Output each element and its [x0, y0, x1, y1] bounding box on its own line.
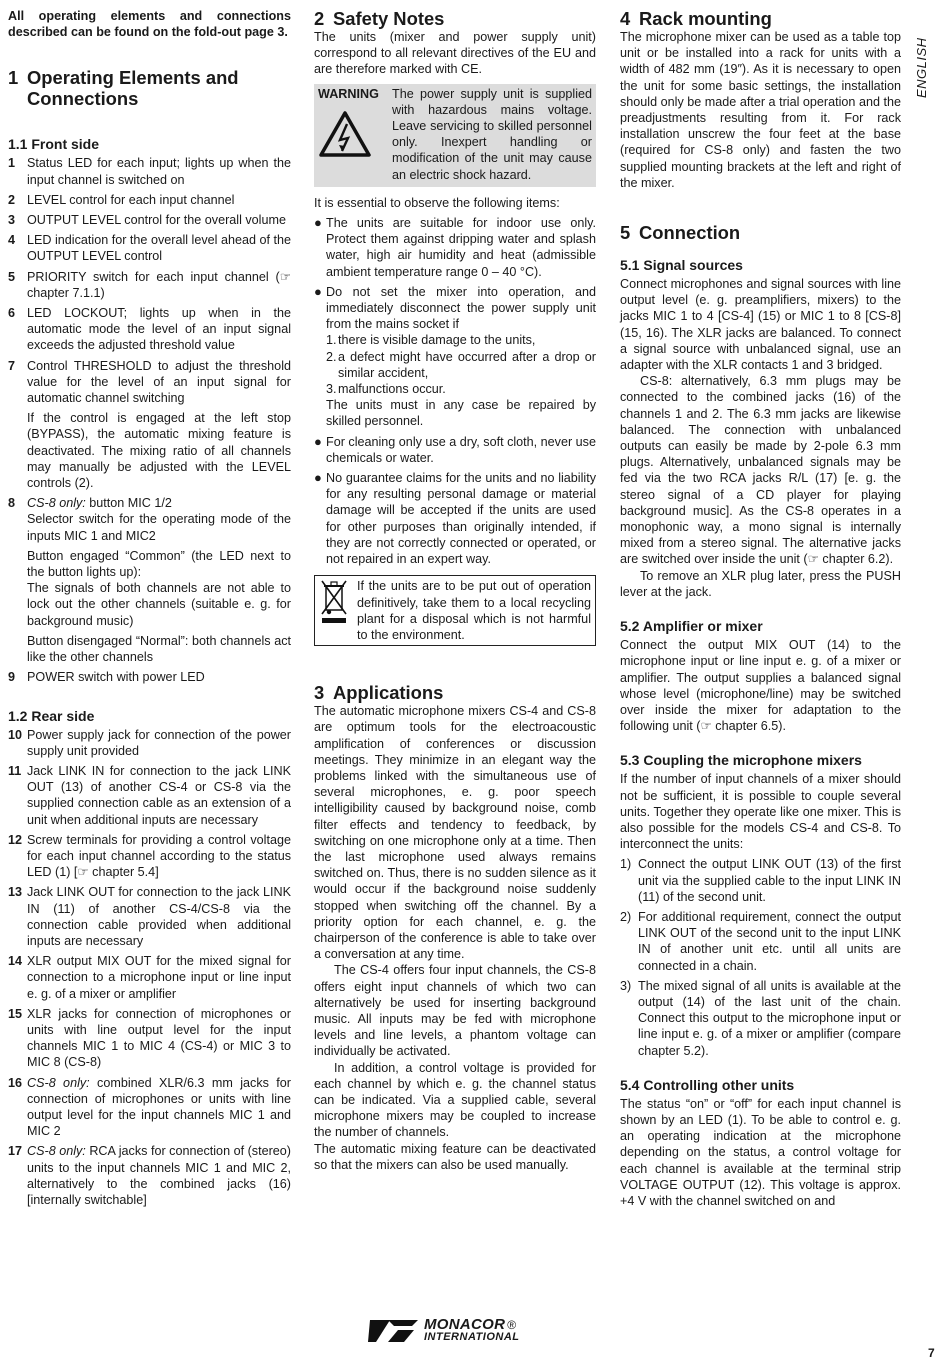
- rack-mounting-text: The microphone mixer can be used as a table top unit or be installed into a rack for units with a width of 482 mm (19″). As it is necessary to open the unit for some basic settings, the installation should only be made after a trial operation and the preadjustments resulting from it. For rack installation unscrew the four feet at the base (required for CS-8 only) and fasten the two supplied mounting brackets at the left and right of the mixer.: [620, 30, 901, 190]
- list-item: 3 OUTPUT LEVEL control for the overall volume: [8, 213, 286, 228]
- list-item: 13 Jack LINK OUT for connection to the jack LINK IN (11) of another CS-4/CS-8 via the connection cable provided when additional inputs are necessary: [8, 885, 291, 948]
- warning-text: The power supply unit is supplied with hazardous mains voltage. Leave servicing to skilled personnel only. Inexpert handling or modification of the unit may cause an electric shock hazard.: [392, 86, 592, 182]
- brand-subtitle: INTERNATIONAL: [424, 1331, 520, 1343]
- list-item: 14 XLR output MIX OUT for the mixed signal for connection to a microphone input or line input e. g. of a mixer or amplifier: [8, 954, 291, 1001]
- list-item: 8 CS-8 only: button MIC 1/2 Selector switch for the operating mode of the inputs MIC 1 and MIC2 Button engaged “Common” (the LED next to the button lights up): The signals of both channels are not able to lock out the other channels (suitable e. g. for background music) Button disengaged “Normal”: both channels act like the other channels: [8, 496, 291, 665]
- section-5-heading: 5 Connection: [620, 222, 741, 244]
- column-2: [314, 8, 596, 1173]
- column-1: [8, 8, 291, 1212]
- signal-sources-p1: Connect microphones and signal sources with line output level (e. g. preamplifiers, mixers) to the jacks MIC 1 to 4 [CS-4] (15) or MIC 1 to 8 [CS-8] (15, 16). The XLR jacks are balanced. To connect a signal source with unbalanced signal, use an adapter with the XLR contacts 1 and 3 bridged.: [620, 277, 901, 373]
- list-item: 11 Jack LINK IN for connection to the jack LINK OUT (13) of another CS-4 or CS-8 via the supplied connection cable as an extension of a unit when additional inputs are necessary: [8, 763, 291, 827]
- applications-p1: The automatic microphone mixers CS-4 and CS-8 are optimum tools for the electroacoustic amplification of conferences or discussion meetings. They minimize in an elegant way the problems linked with the simultaneous use of several microphones, e. g. poor speech intelligibility caused by background noise, comb filter effects and tendency to feedback, by switching on one microphone only at a time. Then the last microphone used always remains switched on. Thus, there is no sudden silence as it would occur if the background noise suddenly stopped when switching off the channel. By a priority option for each channel, e. g. the chairperson of the conference is able to take over a conversation at any time.: [314, 704, 596, 962]
- section-5-3-heading: 5.3 Coupling the microphone mixers: [620, 752, 862, 769]
- list-item: ● Do not set the mixer into operation, and immediately disconnect the power supply unit from the mains socket if 1. there is visible damage to the units, 2. a defect might have occurred after a drop or similar accident, 3. malfunctions occur. The units must in any case be repaired by skilled personnel.: [314, 283, 596, 429]
- column-3: [620, 8, 901, 1209]
- high-voltage-icon: [318, 110, 372, 158]
- section-5-2-heading: 5.2 Amplifier or mixer: [620, 618, 763, 635]
- list-item: 16 CS-8 only: combined XLR/6.3 mm jacks for connection of microphones or units with line output level for the input channels MIC 1 and MIC 2: [8, 1075, 291, 1139]
- list-item: 1) Connect the output LINK OUT (13) of the first unit via the supplied cable to the input LINK IN (11) of the second unit.: [620, 857, 901, 904]
- section-5-1-heading: 5.1 Signal sources: [620, 257, 743, 274]
- safety-bullets: [314, 215, 596, 567]
- list-item: ● For cleaning only use a dry, soft cloth, never use chemicals or water.: [314, 433, 596, 465]
- list-item: 7 Control THRESHOLD to adjust the threshold value for the level of an input signal for automatic channel switching If the control is engaged at the left stop (BYPASS), the automatic mixing feature is deactivated. The mixing ratio of all channels may manually be adjusted with the LEVEL controls (2).: [8, 358, 291, 491]
- list-item: 1 Status LED for each input; lights up when the input channel is switched on: [8, 156, 291, 187]
- section-3-heading: 3 Applications: [314, 682, 444, 704]
- list-item: ● The units are suitable for indoor use only. Protect them against dripping water and splash water, high air humidity and heat (admissible ambient temperature range 0 – 40 °C).: [314, 215, 596, 279]
- signal-sources-p2: CS-8: alternatively, 6.3 mm plugs may be connected to the combined jacks (16) of the channels 1 and 2. The 6.3 mm jacks are likewise balanced. The connection with unbalanced outputs can easily be made by 2-pole 6.3 mm plugs. Alternatively, unbalanced signals may be fed via the two RCA jacks R/L (17) [e. g. the stereo signal of a CD player for playing background music]. As the CS-8 operates in a monophonic way, a mono signal is internally mixed from a stereo signal. The alternative jacks are switched over inside the unit (☞ chapter 6.2).: [620, 374, 901, 567]
- section-2-heading: 2 Safety Notes: [314, 8, 445, 29]
- recycling-box: [314, 575, 596, 646]
- list-item: 10 Power supply jack for connection of the power supply unit provided: [8, 727, 291, 758]
- registered-mark: ®: [507, 1318, 517, 1332]
- section-4-heading: 4 Rack mounting: [620, 8, 772, 29]
- list-item: 12 Screw terminals for providing a control voltage for each input channel according to the status LED (1) [☞ chapter 5.4]: [8, 832, 291, 880]
- monacor-logo-icon: [368, 1316, 420, 1346]
- warning-box: [314, 84, 596, 187]
- list-item: 5 PRIORITY switch for each input channel (☞ chapter 7.1.1): [8, 269, 291, 300]
- signal-sources-p3: To remove an XLR plug later, press the PUSH lever at the jack.: [620, 568, 901, 599]
- intro-note: All operating elements and connections described can be found on the fold-out page 3.: [8, 9, 291, 40]
- list-item: 2 LEVEL control for each input channel: [8, 192, 235, 207]
- crossed-bin-icon: [319, 578, 349, 628]
- coupling-p1: If the number of input channels of a mixer should not be sufficient, it is possible to couple several units. Together they operate like one mixer. This is also possible for the models CS-4 and CS-8. To interconnect the units:: [620, 772, 901, 852]
- applications-p2: The CS-4 offers four input channels, the CS-8 offers eight input channels of which two can alternatively be used for inserting background music. All inputs may be fed with microphone levels and line levels, a phantom voltage can individually be activated.: [314, 963, 596, 1059]
- section-1-2-heading: 1.2 Rear side: [8, 707, 95, 724]
- safety-intro: The units (mixer and power supply unit) correspond to all relevant directives of the EU and are therefore marked with CE.: [314, 30, 596, 77]
- applications-p3: In addition, a control voltage is provided for each channel by which e. g. the channel status can be indicated. Via a supplied cable, several microphone mixers may be coupled to increase the number of channels.: [314, 1060, 596, 1140]
- coupling-steps: [620, 856, 901, 1058]
- warning-label: WARNING: [318, 86, 379, 101]
- recycling-text: If the units are to be put out of operation definitively, take them to a local recycling plant for a disposal which is not harmful to the environment.: [357, 579, 591, 642]
- list-item: ● No guarantee claims for the units and no liability for any resulting personal damage or material damage will be accepted if the units are used for other purposes than originally intended, if they are not correctly connected or operated, or not repaired in an expert way.: [314, 470, 596, 567]
- brand-name: MONACOR: [424, 1316, 506, 1333]
- list-item: 2) For additional requirement, connect the output LINK OUT of the second unit to the input LINK IN of another unit etc. until all units are connected in a chain.: [620, 909, 901, 973]
- section-1-1-heading: 1.1 Front side: [8, 136, 100, 153]
- list-item: 9 POWER switch with power LED: [8, 670, 205, 685]
- list-item: 17 CS-8 only: RCA jacks for connection of (stereo) units to the input channels MIC 1 and MIC 2, alternatively to the combined jacks (16) [internally switchable]: [8, 1144, 291, 1207]
- applications-p4: The automatic mixing feature can be deactivated so that the mixers can also be used manually.: [314, 1141, 596, 1172]
- front-side-list: [8, 155, 291, 685]
- controlling-p1: The status “on” or “off” for each input channel is shown by an LED (1). To be able to control e. g. an operating indication at the microphone depending on the status, a control voltage for each channel is available at the terminal strip VOLTAGE OUTPUT (12). This voltage is approx. +4 V with the channel switched on and: [620, 1096, 901, 1208]
- section-1-heading: 1 Operating Elements and Connections: [8, 67, 239, 110]
- list-item: 3) The mixed signal of all units is available at the output (14) of the last unit of the chain. Connect this output to the microphone input or line input e. g. of a mixer or amplifier (compare chapter 5.2).: [620, 978, 901, 1058]
- section-5-4-heading: 5.4 Controlling other units: [620, 1076, 795, 1093]
- brand-logo: [368, 1316, 520, 1346]
- amplifier-p1: Connect the output MIX OUT (14) to the microphone input or line input e. g. of a mixer or amplifier. The output supplies a balanced signal whose level (microphone/line) may be switched over inside the mixer for adaptation to the following unit (☞ chapter 6.5).: [620, 638, 901, 734]
- list-item: 6 LED LOCKOUT; lights up when in the automatic mode the level of an input signal exceeds the adjusted threshold value: [8, 306, 291, 353]
- list-item: 4 LED indication for the overall level ahead of the OUTPUT LEVEL control: [8, 233, 291, 264]
- list-item: 15 XLR jacks for connection of microphones or units with line output level for the input channels MIC 1 to MIC 4 (CS-4) or MIC 3 to MIC 8 (CS-8): [8, 1006, 291, 1070]
- language-tab: ENGLISH: [914, 37, 929, 98]
- page-number: 7: [928, 1346, 935, 1360]
- observe-text: It is essential to observe the following items:: [314, 195, 560, 210]
- rear-side-list: [8, 727, 291, 1209]
